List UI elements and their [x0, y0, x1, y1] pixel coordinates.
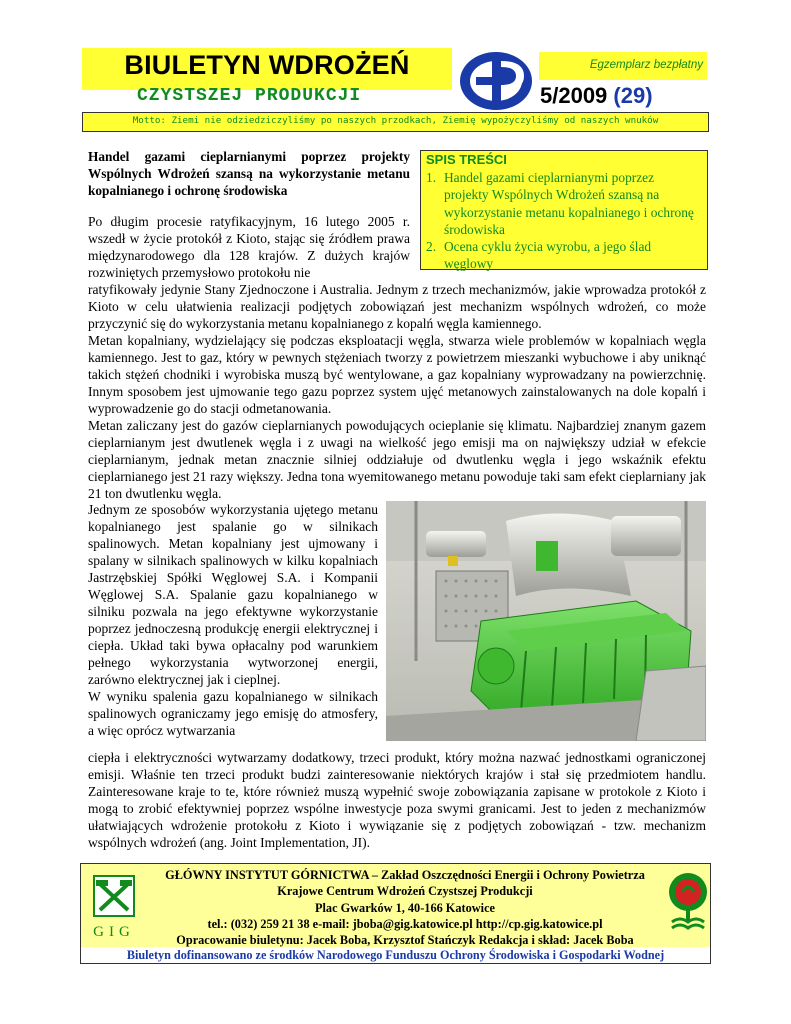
motto: Motto: Ziemi nie odziedziczyliśmy po naszych przodkach, Ziemię wypożyczyliśmy od naszych wnuków [132, 115, 659, 126]
footer-contact [150, 867, 660, 948]
footer-credits: Opracowanie biuletynu: Jacek Boba, Krzysztof Stańczyk Redakcja i skład: Jacek Boba [176, 933, 634, 948]
article-paragraph-intro: Po długim procesie ratyfikacyjnym, 16 lutego 2005 r. wszedł w życie protokół z Kioto, stając się źródłem prawa międzynarodowego dla 128 krajów. Z dużych krajów rozwiniętych przemysłowo protokołu nie [88, 214, 410, 280]
bulletin-title: BIULETYN WDROŻEŃ [124, 50, 410, 80]
article-paragraph-final: ciepła i elektryczności wytwarzamy dodatkowy, trzeci produkt, który można nazwać jednostkami ograniczonej emisji. Właśnie ten trzeci produkt budzi zainteresowanie niektórych krajów i stał się przedmiotem handlu. Zainteresowane kraje to te, które również muszą wypełnić swoje zobowiązania zapisane w protokole z Kioto i mogą to zrobić efektywniej poprzez wspólne inwestycje poza swymi granicami. Jest to jeden z mechanizmów ułatwiających wdrożenie protokołu z Kioto i wywiązanie się z podjętych zobowiązań - tzw. mechanizm wspólnych wdrożeń (ang. Joint Implementation, JI). [88, 750, 706, 850]
toc-item[interactable] [426, 238, 702, 273]
toc-list [426, 169, 702, 273]
toc-item-text: Handel gazami cieplarnianymi poprzez projekty Wspólnych Wdrożeń szansą na wykorzystanie metanu kopalnianego i ochronę środowiska [444, 170, 694, 237]
gig-logo-icon [86, 870, 142, 942]
toc-item[interactable] [426, 169, 702, 238]
gig-label: GIG [93, 924, 135, 940]
footer-institute: GŁÓWNY INSTYTUT GÓRNICTWA – Zakład Oszczędności Energii i Ochrony Powietrza [165, 868, 645, 882]
toc-heading: SPIS TREŚCI [426, 152, 507, 167]
footer-center: Krajowe Centrum Wdrożeń Czystszej Produkcji [277, 884, 533, 899]
toc-item-number: 1. [426, 170, 437, 185]
toc-item-number: 2. [426, 239, 437, 255]
footer-address: Plac Gwarków 1, 40-166 Katowice [315, 900, 495, 915]
article-paragraph: W wyniku spalenia gazu kopalnianego w silnikach spalinowych ograniczamy jego emisję do atmosfery, a więc oprócz wytwarzania [88, 689, 378, 738]
bulletin-subtitle: CZYSTSZEJ PRODUKCJI [137, 86, 362, 106]
article-title: Handel gazami cieplarnianymi poprzez projekty Wspólnych Wdrożeń szansą na wykorzystanie metanu kopalnianego i ochronę środowiska [88, 149, 410, 198]
issue-total: (29) [613, 83, 653, 108]
issue-number-text: 5/2009 [540, 83, 608, 108]
article-paragraph: Jednym ze sposobów wykorzystania ujętego metanu kopalnianego jest spalanie go w silnikach spalinowych. Metan kopalniany jest ujmowany i spalany w silnikach spalinowych w kilku kopalniach Jastrzębskiej Spółki Węglowej S.A. i Kompanii Węglowej S.A. Spalanie gazu kopalnianego w silniku pozwala na jego efektywne wykorzystanie poprzez jednoczesną produkcję energii elektrycznej i ciepła. Układ taki bywa opłacalny pod warunkiem pełnego wykorzystania wytworzonej energii, zarówno elektrycznej jak i cieplnej. [88, 502, 378, 687]
footer-contact-line[interactable]: tel.: (032) 259 21 38 e-mail: jboba@gig.katowice.pl http://cp.gig.katowice.pl [207, 916, 603, 931]
article-paragraph: Metan kopalniany, wydzielający się podczas eksploatacji węgla, stwarza wiele problemów w kopalniach węgla kamiennego. Jest to gaz, który w pewnych stężeniach tworzy z powietrzem mieszanki wybuchowe i aby uniknąć takich stężeń chodniki i wyrobiska muszą być wentylowane, a gaz kopalniany wyprowadzany na powierzchnię. Innym sposobem jest ujmowanie tego gazu poprzez system ujęć metanowych zainstalowanych na dole kopalń i wyprowadzenie go do stacji odmetanowania. [88, 333, 706, 416]
nfos-tree-icon [668, 868, 708, 940]
cp-logo-icon [458, 50, 534, 112]
toc-item-text: Ocena cyklu życia wyrobu, a jego ślad węglowy [444, 239, 652, 272]
free-copy-label: Egzemplarz bezpłatny [589, 59, 703, 71]
article-body-left [88, 501, 378, 739]
article-body-upper [88, 281, 706, 502]
issue-number [540, 83, 653, 109]
article-paragraph: Metan zaliczany jest do gazów cieplarnianych powodujących ocieplanie się klimatu. Najbardziej znanym gazem cieplarnianym jest dwutlenek węgla i z uwagi na wielkość jego emisji ma on największy udział w efekcie cieplarnianym, jednak metan znacznie silniej oddziałuje od dwutlenku węgla i jego wskaźnik efektu cieplarnianego jest 21 razy większy. Jedna tona wyemitowanego metanu powoduje taki sam efekt cieplarniany jak 21 ton dwutlenku węgla. [88, 418, 706, 501]
funding-note: Biuletyn dofinansowano ze środków Narodowego Funduszu Ochrony Środowiska i Gospodarki Wodnej [126, 948, 665, 962]
gas-engine-photo [386, 501, 706, 741]
article-paragraph: ratyfikowały jedynie Stany Zjednoczone i Australia. Jednym z trzech mechanizmów, jakie wprowadza protokół z Kioto w celu ułatwienia realizacji podjętych zobowiązań jest mechanizm wspólnych wdrożeń, co może przyczynić się do wykorzystania metanu kopalnianego z kopalń węgla kamiennego. [88, 282, 706, 331]
